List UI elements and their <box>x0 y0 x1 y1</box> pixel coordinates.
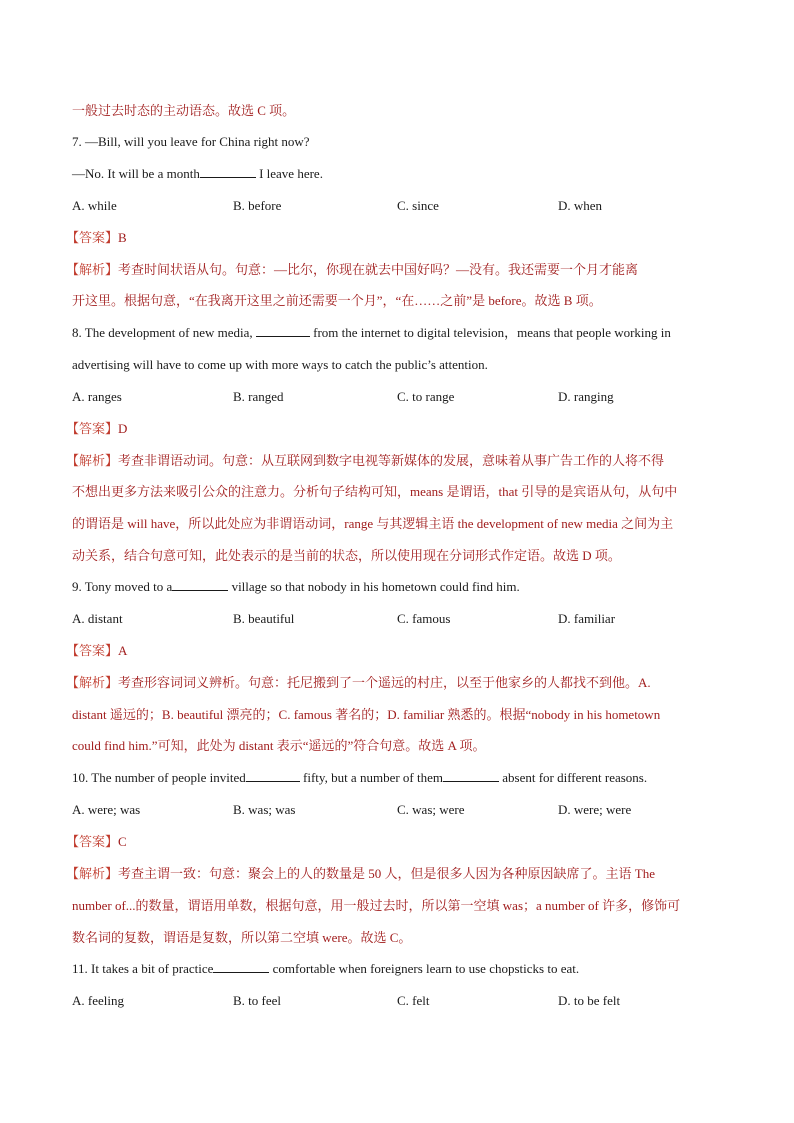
q7-stem-line2 <box>72 164 323 184</box>
q11-options <box>72 991 724 1011</box>
q10-answer-value: C <box>118 834 127 849</box>
analysis-tag: 【解析】 <box>66 866 119 881</box>
q8-option-a[interactable]: A. ranges <box>72 389 122 404</box>
q7-analysis-line1 <box>66 260 638 280</box>
q9-option-d[interactable]: D. familiar <box>558 611 616 626</box>
q9-answer-value: A <box>118 643 128 658</box>
q10-stem-part-b: fifty, but a number of them <box>299 770 443 785</box>
answer-tag: 【答案】 <box>66 421 119 436</box>
q11-option-a[interactable]: A. feeling <box>72 993 124 1008</box>
q8-analysis-line1 <box>66 451 664 471</box>
q8-analysis-line3: 的谓语是 will have，所以此处应为非谓语动词，range 与其逻辑主语 the development of new media 之间为主 <box>72 516 674 531</box>
q8-stem-line1 <box>72 323 671 343</box>
q7-answer <box>66 228 127 248</box>
q7-stem-part-a: —No. It will be a month <box>72 166 200 181</box>
q10-stem-line1 <box>72 768 647 788</box>
q7-stem-part-b: I leave here. <box>255 166 323 181</box>
q10-analysis-line1 <box>66 864 655 884</box>
q10-blank-2[interactable] <box>443 768 499 782</box>
q7-answer-value: B <box>118 230 127 245</box>
q10-option-b[interactable]: B. was; was <box>233 802 296 817</box>
previous-analysis-tail: 一般过去时态的主动语态。故选 C 项。 <box>72 103 296 118</box>
q7-blank[interactable] <box>200 164 256 178</box>
q9-option-b[interactable]: B. beautiful <box>233 611 295 626</box>
q8-stem-line2: advertising will have to come up with more ways to catch the public’s attention. <box>72 357 488 372</box>
q8-option-d[interactable]: D. ranging <box>558 389 614 404</box>
q9-option-a[interactable]: A. distant <box>72 611 123 626</box>
answer-tag: 【答案】 <box>66 643 119 658</box>
q10-analysis-line3: 数名词的复数，谓语是复数，所以第二空填 were。故选 C。 <box>72 930 412 945</box>
q10-options <box>72 800 724 820</box>
q10-option-c[interactable]: C. was; were <box>397 802 465 817</box>
q9-options <box>72 609 724 629</box>
q9-stem-line1 <box>72 577 520 597</box>
answer-tag: 【答案】 <box>66 834 119 849</box>
q9-analysis-line3: could find him.”可知，此处为 distant 表示“遥远的”符合句意。故选 A 项。 <box>72 738 486 753</box>
q8-option-b[interactable]: B. ranged <box>233 389 284 404</box>
q10-stem-part-c: absent for different reasons. <box>498 770 648 785</box>
q8-options <box>72 387 724 407</box>
q10-option-d[interactable]: D. were; were <box>558 802 632 817</box>
q8-answer-value: D <box>118 421 128 436</box>
q11-stem-part-a: 11. It takes a bit of practice <box>72 961 214 976</box>
q8-option-c[interactable]: C. to range <box>397 389 455 404</box>
q7-analysis-line2: 开这里。根据句意，“在我离开这里之前还需要一个月”，“在……之前”是 before。故选 B 项。 <box>72 293 602 308</box>
q7-option-d[interactable]: D. when <box>558 198 603 213</box>
q8-stem-part-a: 8. The development of new media, <box>72 325 256 340</box>
q9-analysis-text1: 考查形容词词义辨析。句意：托尼搬到了一个遥远的村庄，以至于他家乡的人都找不到他。A. <box>118 675 651 690</box>
q11-stem-line1 <box>72 959 579 979</box>
q11-option-d[interactable]: D. to be felt <box>558 993 621 1008</box>
q8-analysis-line4: 动关系，结合句意可知，此处表示的是当前的状态，所以使用现在分词形式作定语。故选 D 项。 <box>72 548 621 563</box>
q11-option-b[interactable]: B. to feel <box>233 993 282 1008</box>
q9-option-c[interactable]: C. famous <box>397 611 451 626</box>
q7-stem-line1: 7. —Bill, will you leave for China right now? <box>72 134 310 149</box>
q8-analysis-text1: 考查非谓语动词。句意：从互联网到数字电视等新媒体的发展，意味着从事广告工作的人将不得 <box>118 453 665 468</box>
q9-analysis-line1 <box>66 673 651 693</box>
q10-option-a[interactable]: A. were; was <box>72 802 141 817</box>
q9-stem-part-b: village so that nobody in his hometown could find him. <box>228 579 520 594</box>
q10-stem-part-a: 10. The number of people invited <box>72 770 246 785</box>
q9-answer <box>66 641 127 661</box>
q8-stem-part-b: from the internet to digital television，means that people working in <box>309 325 671 340</box>
q7-option-a[interactable]: A. while <box>72 198 117 213</box>
q10-analysis-text1: 考查主谓一致：句意：聚会上的人的数量是 50 人，但是很多人因为各种原因缺席了。主语 The <box>118 866 655 881</box>
q8-analysis-line2: 不想出更多方法来吸引公众的注意力。分析句子结构可知，means 是谓语，that 引导的是宾语从句，从句中 <box>72 484 678 499</box>
q8-blank[interactable] <box>256 323 310 337</box>
q7-analysis-text1: 考查时间状语从句。句意：—比尔，你现在就去中国好吗？—没有。我还需要一个月才能离 <box>118 262 639 277</box>
analysis-tag: 【解析】 <box>66 262 119 277</box>
q7-option-b[interactable]: B. before <box>233 198 282 213</box>
q9-analysis-line2: distant 遥远的；B. beautiful 漂亮的；C. famous 著名的；D. familiar 熟悉的。根据“nobody in his hometown <box>72 707 661 722</box>
q7-option-c[interactable]: C. since <box>397 198 439 213</box>
q11-option-c[interactable]: C. felt <box>397 993 430 1008</box>
q11-blank[interactable] <box>213 959 269 973</box>
analysis-tag: 【解析】 <box>66 453 119 468</box>
q11-stem-part-b: comfortable when foreigners learn to use chopsticks to eat. <box>269 961 580 976</box>
q8-answer <box>66 419 127 439</box>
q10-analysis-line2: number of...的数量，谓语用单数，根据句意，用一般过去时，所以第一空填 was；a number of 许多，修饰可 <box>72 898 681 913</box>
q9-stem-part-a: 9. Tony moved to a <box>72 579 173 594</box>
q10-blank-1[interactable] <box>246 768 300 782</box>
answer-tag: 【答案】 <box>66 230 119 245</box>
q7-options <box>72 196 724 216</box>
analysis-tag: 【解析】 <box>66 675 119 690</box>
q10-answer <box>66 832 127 852</box>
q9-blank[interactable] <box>172 577 228 591</box>
